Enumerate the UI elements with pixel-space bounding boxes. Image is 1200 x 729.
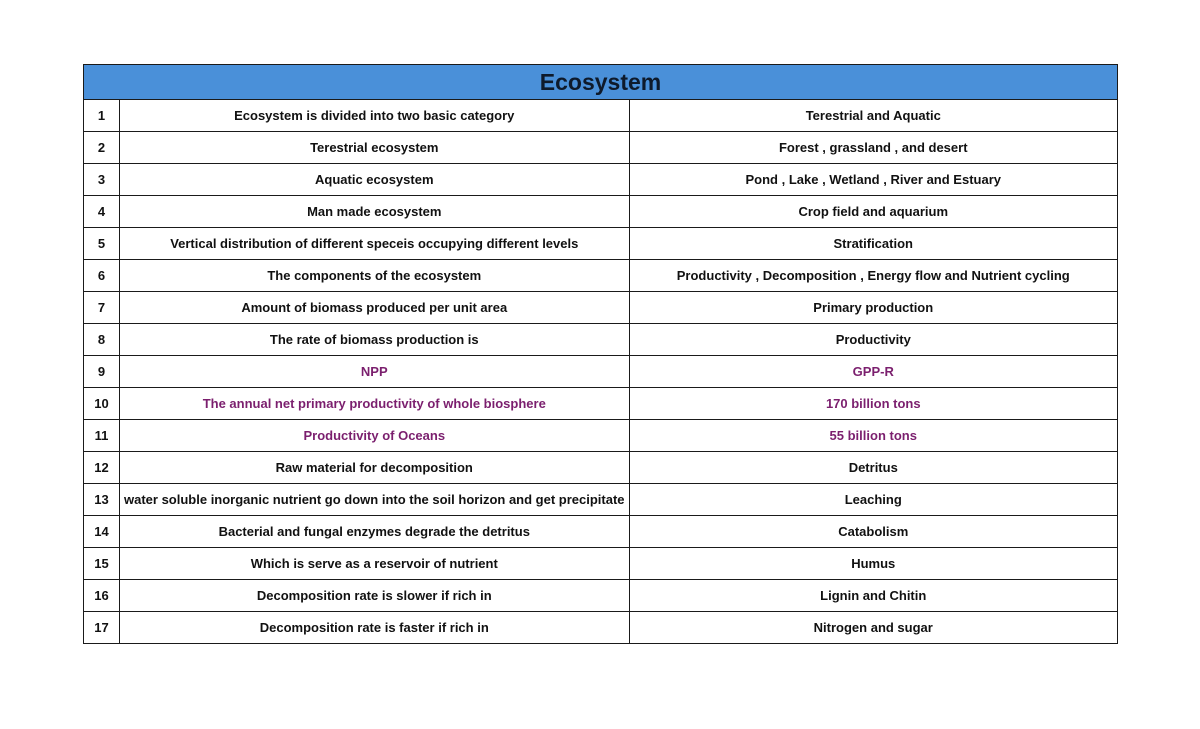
table-row: [84, 516, 1118, 548]
row-number: 8: [84, 324, 120, 356]
answer-cell: Primary production: [629, 292, 1118, 324]
table-row: [84, 164, 1118, 196]
row-number: 6: [84, 260, 120, 292]
table-row: [84, 548, 1118, 580]
row-number: 9: [84, 356, 120, 388]
table-row: [84, 452, 1118, 484]
table-row: [84, 612, 1118, 644]
row-number: 15: [84, 548, 120, 580]
question-cell: Ecosystem is divided into two basic category: [120, 100, 629, 132]
question-cell: Which is serve as a reservoir of nutrient: [120, 548, 629, 580]
table-row: [84, 292, 1118, 324]
answer-cell: Terestrial and Aquatic: [629, 100, 1118, 132]
row-number: 13: [84, 484, 120, 516]
question-cell: The components of the ecosystem: [120, 260, 629, 292]
answer-cell: Lignin and Chitin: [629, 580, 1118, 612]
question-cell: Man made ecosystem: [120, 196, 629, 228]
question-cell: Vertical distribution of different speceis occupying different levels: [120, 228, 629, 260]
row-number: 11: [84, 420, 120, 452]
question-cell: The rate of biomass production is: [120, 324, 629, 356]
answer-cell: 170 billion tons: [629, 388, 1118, 420]
table-row: [84, 420, 1118, 452]
row-number: 3: [84, 164, 120, 196]
question-cell: Productivity of Oceans: [120, 420, 629, 452]
table-row: [84, 132, 1118, 164]
answer-cell: Productivity: [629, 324, 1118, 356]
question-cell: Amount of biomass produced per unit area: [120, 292, 629, 324]
answer-cell: Pond , Lake , Wetland , River and Estuary: [629, 164, 1118, 196]
row-number: 5: [84, 228, 120, 260]
question-cell: The annual net primary productivity of whole biosphere: [120, 388, 629, 420]
title-row: [84, 65, 1118, 100]
row-number: 1: [84, 100, 120, 132]
row-number: 10: [84, 388, 120, 420]
row-number: 4: [84, 196, 120, 228]
question-cell: Terestrial ecosystem: [120, 132, 629, 164]
answer-cell: Humus: [629, 548, 1118, 580]
table-row: [84, 580, 1118, 612]
question-cell: Raw material for decomposition: [120, 452, 629, 484]
answer-cell: Stratification: [629, 228, 1118, 260]
table-row: [84, 196, 1118, 228]
table-row: [84, 260, 1118, 292]
answer-cell: Leaching: [629, 484, 1118, 516]
table-row: [84, 356, 1118, 388]
table-row: [84, 324, 1118, 356]
row-number: 16: [84, 580, 120, 612]
question-cell: water soluble inorganic nutrient go down into the soil horizon and get precipitate: [120, 484, 629, 516]
ecosystem-table: [83, 64, 1118, 644]
answer-cell: Nitrogen and sugar: [629, 612, 1118, 644]
question-cell: Bacterial and fungal enzymes degrade the detritus: [120, 516, 629, 548]
table-row: [84, 100, 1118, 132]
answer-cell: 55 billion tons: [629, 420, 1118, 452]
answer-cell: Crop field and aquarium: [629, 196, 1118, 228]
row-number: 2: [84, 132, 120, 164]
answer-cell: GPP-R: [629, 356, 1118, 388]
row-number: 17: [84, 612, 120, 644]
answer-cell: Detritus: [629, 452, 1118, 484]
question-cell: Decomposition rate is faster if rich in: [120, 612, 629, 644]
row-number: 7: [84, 292, 120, 324]
answer-cell: Productivity , Decomposition , Energy flow and Nutrient cycling: [629, 260, 1118, 292]
table-row: [84, 388, 1118, 420]
table-body: [84, 100, 1118, 644]
answer-cell: Forest , grassland , and desert: [629, 132, 1118, 164]
answer-cell: Catabolism: [629, 516, 1118, 548]
row-number: 12: [84, 452, 120, 484]
question-cell: NPP: [120, 356, 629, 388]
table-row: [84, 228, 1118, 260]
table-title: Ecosystem: [84, 65, 1118, 100]
question-cell: Aquatic ecosystem: [120, 164, 629, 196]
row-number: 14: [84, 516, 120, 548]
question-cell: Decomposition rate is slower if rich in: [120, 580, 629, 612]
table-row: [84, 484, 1118, 516]
